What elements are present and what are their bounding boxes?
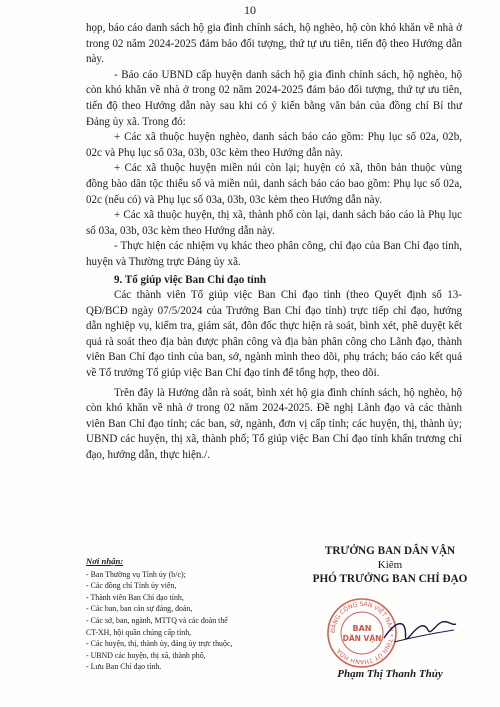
recipient-item: - UBND các huyện, thị xã, thành phố, xyxy=(86,650,206,660)
handwritten-signature xyxy=(380,604,460,654)
paragraph: họp, báo cáo danh sách hộ gia đình chính sách, hộ nghèo, hộ còn khó khăn về nhà ở trong 02 năm 2024-2025 đảm bảo đối tượng, thứ tự ưu tiên, tiến độ theo Hướng dẫn này. xyxy=(86,22,462,66)
recipient-item: - Thành viên Ban Chỉ đạo tỉnh, xyxy=(86,592,184,602)
paragraph: + Các xã thuộc huyện nghèo, danh sách báo cáo gồm: Phụ lục số 02a, 02b, 02c và Phụ lục số 03a, 03b, 03c kèm theo Hướng dẫn này. xyxy=(86,131,462,159)
recipient-item: - Lưu Ban Chỉ đạo tỉnh. xyxy=(86,662,162,672)
recipient-item: - Các sở, ban, ngành, MTTQ và các đoàn thể xyxy=(86,615,228,625)
paragraph: - Báo cáo UBND cấp huyện danh sách hộ gia đình chính sách, hộ nghèo, hộ còn khó khăn về nhà ở trong 02 năm 2024-2025 đảm bảo đối tượng, thứ tự ưu tiên, tiến độ theo Hướng dẫn này sau khi có ý kiến bằng văn bản của đồng chí Bí thư Đảng ủy xã. Trong đó: xyxy=(86,68,462,128)
paragraph: + Các xã thuộc huyện miền núi còn lại; huyện có xã, thôn bản thuộc vùng đồng bào dân tộc thiểu số và miền núi, danh sách báo cáo bao gồm: Phụ lục số 02a, 02c (nếu có) và Phụ lục số 03a, 03b, 03c kèm theo Hướng dẫn này. xyxy=(86,162,462,206)
paragraph: Các thành viên Tổ giúp việc Ban Chỉ đạo tỉnh (theo Quyết định số 13-QĐ/BCĐ ngày 07/5/2024 của Trưởng Ban Chỉ đạo tỉnh) trực tiếp chỉ đạo, hướng dẫn nghiệp vụ, kiểm tra, giám sát, đôn đốc thực hiện rà soát, bình xét, phê duyệt kết quả rà soát theo địa bàn được phân công và địa bàn phân công cho Lãnh đạo, thành viên Ban Chỉ đạo tỉnh của ban, sở, ngành mình theo dõi, phụ trách; báo cáo kết quả về Tổ trưởng Tổ giúp việc Ban Chỉ đạo tỉnh để tổng hợp, theo dõi. xyxy=(86,289,462,380)
signature-block xyxy=(290,545,490,585)
document-body xyxy=(86,21,462,464)
signer-title-concurrent: Kiêm xyxy=(377,559,403,571)
paragraph: - Thực hiện các nhiệm vụ khác theo phân công, chỉ đạo của Ban Chỉ đạo tỉnh, huyện và Thường trực Đảng ủy xã. xyxy=(86,240,462,268)
stamp-text-bottom: DÂN VẬN xyxy=(342,634,382,643)
recipient-item: - Các đồng chí Tỉnh ủy viên, xyxy=(86,581,177,591)
recipient-item: - Ban Thường vụ Tỉnh ủy (b/c); xyxy=(86,569,186,579)
section-heading: 9. Tổ giúp việc Ban Chỉ đạo tỉnh xyxy=(114,273,267,286)
paragraph: Trên đây là Hướng dẫn rà soát, bình xét hộ gia đình chính sách, hộ nghèo, hộ còn khó khăn về nhà ở trong 02 năm 2024-2025. Đề nghị Lãnh đạo và các thành viên Ban Chỉ đạo tỉnh; các ban, sở, ngành, đơn vị cấp tỉnh; các huyện, thị, thành ủy; UBND các huyện, thị xã, thành phố; Tổ giúp việc Ban Chỉ đạo tỉnh khẩn trương chỉ đạo, hướng dẫn, thực hiện./. xyxy=(86,386,462,462)
page-number: 10 xyxy=(244,3,256,17)
signer-title-secondary: PHÓ TRƯỞNG BAN CHỈ ĐẠO xyxy=(312,573,468,585)
stamp-text-top: BAN xyxy=(352,624,372,633)
recipient-item: - Các ban, ban cán sự đảng, đoàn, xyxy=(86,604,193,614)
signer-name: Phạm Thị Thanh Thủy xyxy=(337,668,443,680)
signer-title: TRƯỞNG BAN DÂN VẬN xyxy=(324,545,456,557)
recipient-item: - Các huyện, thị, thành ủy, đảng ủy trực thuộc, xyxy=(86,639,233,649)
paragraph: + Các xã thuộc huyện, thị xã, thành phố còn lại, danh sách báo cáo là Phụ lục số 03a, 03b, 03c kèm theo Hướng dẫn này. xyxy=(86,209,462,237)
recipient-item: CT-XH, hội quần chúng cấp tỉnh, xyxy=(86,627,192,637)
recipients-block xyxy=(86,556,286,673)
recipients-label: Nơi nhận: xyxy=(86,556,124,566)
stamp-ring-text: ĐẢNG CỘNG SẢN VIỆT NAM * TỈNH ỦY THANH HÓA xyxy=(329,600,395,666)
